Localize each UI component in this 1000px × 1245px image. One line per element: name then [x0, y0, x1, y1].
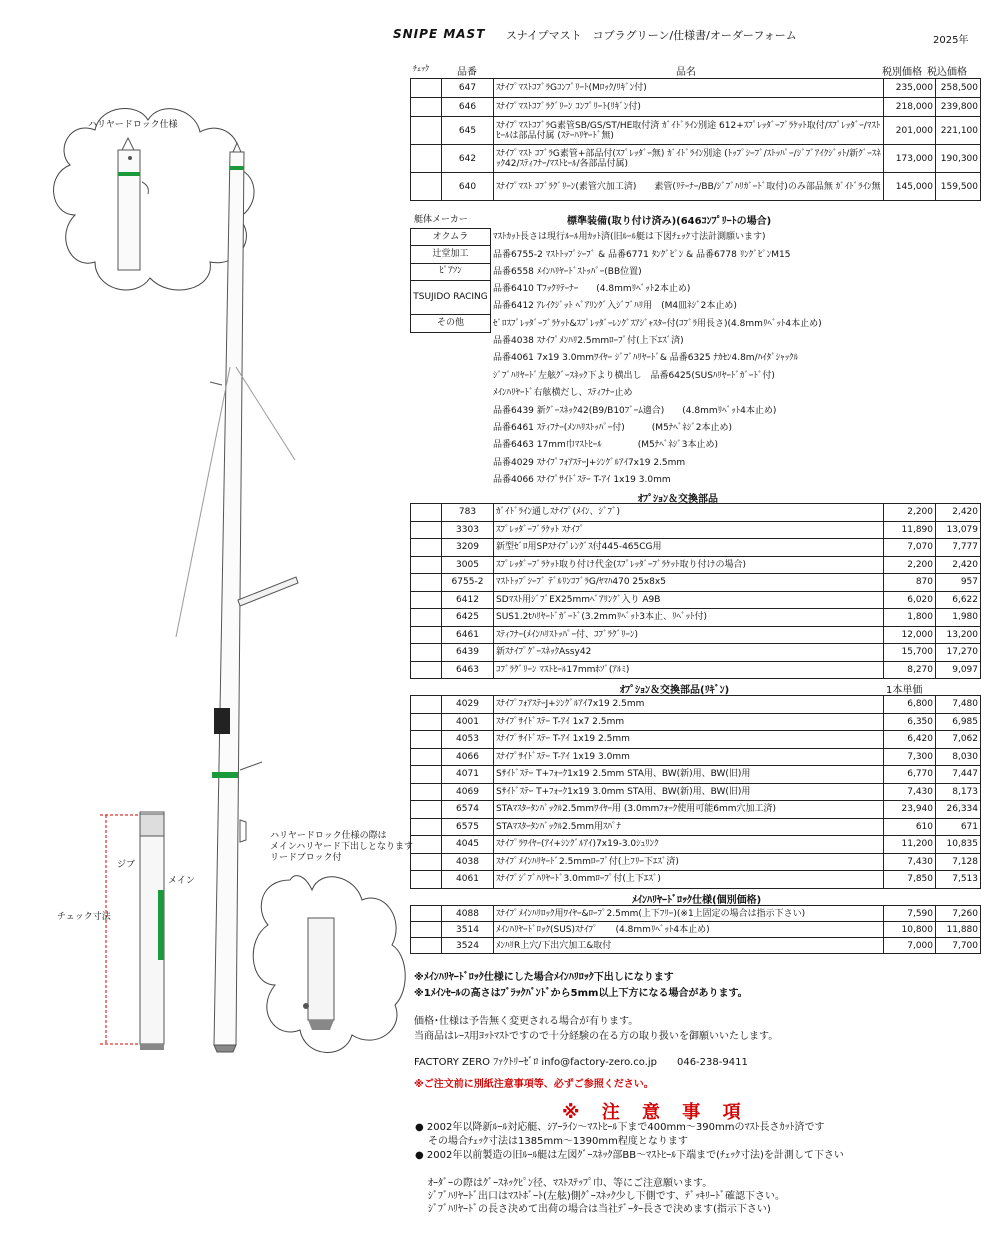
price-ex: 15,700 — [884, 644, 936, 662]
rigging-row — [411, 731, 981, 749]
price-in: 1,980 — [936, 609, 981, 627]
item-name: ｽﾅｲﾌﾟﾏｽﾄｺﾌﾞﾗGｺﾝﾌﾟﾘｰﾄ(Mﾛｯｸ/ﾘｷﾞﾝ付) — [494, 79, 884, 98]
check-box[interactable] — [411, 853, 442, 871]
note-4: 当商品はﾚｰｽ用ﾖｯﾄﾏｽﾄですので十分経験の在る方の取り扱いを御願いいたします。 — [414, 1031, 779, 1042]
price-ex: 7,850 — [884, 871, 936, 889]
check-box[interactable] — [411, 938, 442, 954]
check-box[interactable] — [411, 871, 442, 889]
complete-items-row — [411, 98, 981, 117]
check-box[interactable] — [411, 591, 442, 609]
item-name: ｽﾅｲﾌﾟﾗﾜｲﾔｰ(ｱｲ+ｼﾝｸﾞﾙｱｲ)7x19-3.0ｼｭﾘﾝｸ — [494, 836, 884, 854]
red-note: ※ご注文前に別紙注意事項等、必ずご参照ください。 — [414, 1079, 654, 1090]
price-in: 7,513 — [936, 871, 981, 889]
page-year: 2025年 — [933, 35, 969, 46]
price-ex: 2,200 — [884, 556, 936, 574]
check-box[interactable] — [411, 783, 442, 801]
lock-row — [411, 922, 981, 938]
col-price-ex: 税別価格 — [882, 67, 922, 78]
price-in: 2,420 — [936, 504, 981, 522]
maker-pearson-text: 品番6558 ﾒｲﾝﾊﾘﾔｰﾄﾞｽﾄｯﾊﾟｰ(BB位置) — [493, 267, 642, 277]
company-info: FACTORY ZERO ﾌｧｸﾄﾘｰｾﾞﾛ info@factory-zero.co.jp 046-238-9411 — [414, 1057, 748, 1068]
item-name: ｽﾅｲﾌﾟﾒｲﾝﾊﾘﾛｯｸ用ﾜｲﾔｰ&ﾛｰﾌﾟ2.5mm(上下ﾌﾘｰ)(※1上固定の場合は指示下さい) — [494, 906, 884, 922]
maker-okumura: オクムラ — [411, 229, 491, 246]
maker-okumura-text: ﾏｽﾄｶｯﾄ長さは現行ﾙｰﾙ用ｶｯﾄ済(旧ﾙｰﾙ艇は下図ﾁｪｯｸ寸法計測願います) — [493, 232, 766, 242]
check-box[interactable] — [411, 818, 442, 836]
check-box[interactable] — [411, 748, 442, 766]
price-in: 239,800 — [936, 98, 981, 117]
price-in: 258,500 — [936, 79, 981, 98]
price-ex: 2,200 — [884, 504, 936, 522]
options-row — [411, 521, 981, 539]
item-name: ｺﾌﾞﾗｸﾞﾘｰﾝ ﾏｽﾄﾋｰﾙ17mmﾎｿﾞ(ｱﾙﾐ) — [494, 661, 884, 679]
options-row — [411, 556, 981, 574]
lock-table — [410, 905, 981, 954]
col-price-in: 税込価格 — [927, 67, 967, 78]
maker-other-text: ｾﾞﾛｽﾌﾟﾚｯﾀﾞｰﾌﾞﾗｹｯﾄ&ｽﾌﾟﾚｯﾀﾞｰﾚﾝｸﾞｽｱｼﾞｬｽﾀｰ付(ｺﾌﾞﾗ用長さ)(4.8mmﾘﾍﾞｯﾄ4本止め) — [493, 319, 822, 329]
page-subtitle: スナイプマスト コブラグリーン/仕様書/オーダーフォーム — [506, 29, 797, 42]
complete-items-row — [411, 117, 981, 145]
rigging-unit: 1本単価 — [886, 685, 923, 696]
label-lock-spec: ハリヤードロック仕様 — [88, 120, 178, 130]
check-box[interactable] — [411, 79, 442, 98]
price-ex: 10,800 — [884, 922, 936, 938]
standard-item: ﾒｲﾝﾊﾘﾔｰﾄﾞ右舷横だし、ｽﾃｨﾌﾅｰ止め — [493, 388, 633, 399]
price-in: 221,100 — [936, 117, 981, 145]
item-code: 6755-2 — [442, 574, 494, 592]
item-name: ｽﾅｲﾌﾟﾏｽﾄ ｺﾌﾞﾗG素管+部品付(ｽﾌﾟﾚｯﾀﾞｰ無) ｶﾞｲﾄﾞﾗｲﾝ別途 (ﾄｯﾌﾟｼｰﾌﾞ/ｽﾄｯﾊﾟｰ/ｼﾞﾌﾞｱｲｸｼﾞｯﾄ/新ｸﾞｰｽﾈｯｸ42/ｽﾃｨﾌﾅｰ/ﾏｽﾄﾋｰﾙ/各部品付属) — [494, 145, 884, 173]
price-in: 2,420 — [936, 556, 981, 574]
options-row — [411, 574, 981, 592]
item-name: SUS1.2tﾊﾘﾔｰﾄﾞｶﾞｰﾄﾞ(3.2mmﾘﾍﾞｯﾄ3本止、ﾘﾍﾞｯﾄ付) — [494, 609, 884, 627]
item-name: 新ｽﾅｲﾌﾟｸﾞｰｽﾈｯｸAssy42 — [494, 644, 884, 662]
warning-line-1: ｵｰﾀﾞｰの際はｸﾞｰｽﾈｯｸﾋﾟﾝ径、ﾏｽﾄｽﾃｯﾌﾟ巾、等にご注意願います。 — [428, 1178, 713, 1189]
price-ex: 7,070 — [884, 539, 936, 557]
item-code: 3005 — [442, 556, 494, 574]
mast-top-detail — [118, 150, 140, 270]
price-ex: 6,420 — [884, 731, 936, 749]
rigging-row — [411, 853, 981, 871]
lock-row — [411, 906, 981, 922]
rigging-row — [411, 766, 981, 784]
maker-tsujido-text: 品番6755-2 ﾏｽﾄﾄｯﾌﾟｼｰﾌﾞ & 品番6771 ﾀﾝｸﾞﾋﾟﾝ & 品番6778 ﾘﾝｸﾞﾋﾟﾝM15 — [493, 250, 791, 260]
standard-item: 品番4038 ｽﾅｲﾌﾟﾒﾝﾊﾘ2.5mmﾛｰﾌﾟ付(上下ｴｽﾞ済) — [493, 336, 684, 346]
item-code: 6461 — [442, 626, 494, 644]
price-ex: 6,770 — [884, 766, 936, 784]
complete-items-row — [411, 145, 981, 173]
item-code: 4066 — [442, 748, 494, 766]
price-in: 7,260 — [936, 906, 981, 922]
item-code: 646 — [442, 98, 494, 117]
item-code: 4088 — [442, 906, 494, 922]
price-in: 8,173 — [936, 783, 981, 801]
item-code: 3514 — [442, 922, 494, 938]
check-box[interactable] — [411, 539, 442, 557]
item-code: 4061 — [442, 871, 494, 889]
page-title: SNIPE MAST — [393, 27, 486, 41]
item-name: ﾒﾝﾊﾘR上穴/下出穴加工&取付 — [494, 938, 884, 954]
item-name: ｽﾅｲﾌﾟﾏｽﾄｺﾌﾞﾗｸﾞﾘｰﾝ ｺﾝﾌﾟﾘｰﾄ(ﾘｷﾞﾝ付) — [494, 98, 884, 117]
item-code: 6425 — [442, 609, 494, 627]
price-in: 9,097 — [936, 661, 981, 679]
price-ex: 7,300 — [884, 748, 936, 766]
price-in: 7,777 — [936, 539, 981, 557]
options-row — [411, 609, 981, 627]
standard-item: 品番6463 17mm巾ﾏｽﾄﾋｰﾙ (M5ﾅﾍﾞﾈｼﾞ3本止め) — [493, 440, 718, 451]
price-in: 671 — [936, 818, 981, 836]
check-box[interactable] — [411, 922, 442, 938]
price-in: 190,300 — [936, 145, 981, 173]
price-ex: 8,270 — [884, 661, 936, 679]
options-row — [411, 504, 981, 522]
note-2: ※1ﾒｲﾝｾｰﾙの高さはﾌﾞﾗｯｸﾊﾞﾝﾄﾞから5mm以上下方になる場合があります。 — [414, 988, 748, 999]
maker-racing-text: 品番6410 Tﾌｯｸﾘﾃｰﾅｰ (4.8mmﾘﾍﾞｯﾄ2本止め) — [493, 284, 691, 294]
warning-line-3: ｼﾞﾌﾞﾊﾘﾔｰﾄﾞの長さ決めて出荷の場合は当社ﾃﾞｰﾀｰ長さで決めます(指示下さい) — [428, 1204, 771, 1215]
note-3: 価格･仕様は予告無く変更される場合が有ります。 — [414, 1016, 639, 1027]
price-in: 26,334 — [936, 801, 981, 819]
rigging-row — [411, 713, 981, 731]
rigging-table — [410, 695, 981, 889]
item-code: 645 — [442, 117, 494, 145]
complete-items-table — [410, 78, 981, 201]
check-box[interactable] — [411, 145, 442, 173]
rigging-row — [411, 748, 981, 766]
col-code: 品番 — [457, 67, 477, 78]
item-name: Sｻｲﾄﾞｽﾃｰ T+ﾌｫｰｸ1x19 2.5mm STA用、BW(新)用、BW(旧)用 — [494, 766, 884, 784]
spreader-arm — [238, 577, 298, 606]
maker-racing-text2: 品番6412 ｱﾚｲｸｼﾞｯﾄ ﾍﾞｱﾘﾝｸﾞ入ｼﾞﾌﾞﾊﾘ用 (M4皿ﾈｼﾞ2本止め) — [493, 301, 737, 311]
price-ex: 870 — [884, 574, 936, 592]
col-check: ﾁｪｯｸ — [413, 64, 429, 73]
rigging-row — [411, 871, 981, 889]
price-in: 13,079 — [936, 521, 981, 539]
price-ex: 11,200 — [884, 836, 936, 854]
price-in: 13,200 — [936, 626, 981, 644]
rigging-row — [411, 696, 981, 714]
item-code: 6575 — [442, 818, 494, 836]
standard-item: 品番6461 ｽﾃｨﾌﾅｰ(ﾒﾝﾊﾘｽﾄｯﾊﾟｰ付) (M5ﾅﾍﾞﾈｼﾞ2本止め) — [493, 423, 733, 433]
item-code: 642 — [442, 145, 494, 173]
price-ex: 6,020 — [884, 591, 936, 609]
item-name: ｽﾌﾟﾚｯﾀﾞｰﾌﾞﾗｹｯﾄ取り付け代金(ｽﾌﾟﾚｯﾀﾞｰﾌﾞﾗｹｯﾄ取り付けの場合) — [494, 556, 884, 574]
maker-other: その他 — [411, 315, 491, 332]
price-in: 10,835 — [936, 836, 981, 854]
check-box[interactable] — [411, 801, 442, 819]
check-box[interactable] — [411, 521, 442, 539]
item-name: ｽﾅｲﾌﾟｻｲﾄﾞｽﾃｰ T-ｱｲ 1x7 2.5mm — [494, 713, 884, 731]
price-in: 8,030 — [936, 748, 981, 766]
item-name: ｽﾌﾟﾚｯﾀﾞｰﾌﾞﾗｹｯﾄ ｽﾅｲﾌﾟ — [494, 521, 884, 539]
item-name: ｽﾅｲﾌﾟﾏｽﾄｺﾌﾞﾗG素管SB/GS/ST/HE取付済 ｶﾞｲﾄﾞﾗｲﾝ別途 612+ｽﾌﾟﾚｯﾀﾞｰﾌﾞﾗｹｯﾄ取付/ｽﾌﾟﾚｯﾀﾞｰ/ﾏｽﾄﾋｰﾙは部品付属 (ｽﾃｰﾊﾘﾔｰﾄﾞ無) — [494, 117, 884, 145]
item-name: ｶﾞｲﾄﾞﾗｲﾝ通しｽﾅｲﾌﾟ(ﾒｲﾝ、ｼﾞﾌﾞ) — [494, 504, 884, 522]
label-lock-note3: リードブロック付 — [270, 853, 342, 863]
options-table — [410, 503, 981, 679]
price-in: 6,622 — [936, 591, 981, 609]
price-in: 7,700 — [936, 938, 981, 954]
item-code: 4001 — [442, 713, 494, 731]
maker-label: 艇体メーカー — [414, 215, 468, 225]
item-code: 4071 — [442, 766, 494, 784]
price-ex: 610 — [884, 818, 936, 836]
lock-title: ﾒｲﾝﾊﾘﾔｰﾄﾞﾛｯｸ仕様(個別価格) — [632, 895, 762, 906]
standard-item: ｼﾞﾌﾞﾊﾘﾔｰﾄﾞ左舷ｸﾞｰｽﾈｯｸ下より横出し 品番6425(SUSﾊﾘﾔｰﾄﾞｶﾞｰﾄﾞ付) — [493, 370, 775, 381]
price-ex: 7,430 — [884, 853, 936, 871]
check-box[interactable] — [411, 836, 442, 854]
check-box[interactable] — [411, 556, 442, 574]
note-1: ※ﾒｲﾝﾊﾘﾔｰﾄﾞﾛｯｸ仕様にした場合ﾒｲﾝﾊﾘﾛｯｸ下出しになります — [414, 972, 674, 983]
item-name: ｽﾅｲﾌﾟﾏｽﾄ ｺﾌﾞﾗｸﾞﾘｰﾝ(素管穴加工済) 素管(ﾘﾃｰﾅｰ/BB/ｼﾞﾌﾞﾊﾘｶﾞｰﾄﾞ取付)のみ部品無 ｶﾞｲﾄﾞﾗｲﾝ無 — [494, 173, 884, 201]
item-code: 4053 — [442, 731, 494, 749]
check-box[interactable] — [411, 766, 442, 784]
price-ex: 201,000 — [884, 117, 936, 145]
item-name: ｽﾅｲﾌﾟｼﾞﾌﾞﾊﾘﾔｰﾄﾞ3.0mmﾛｰﾌﾟ付(上下ｴｽﾞ) — [494, 871, 884, 889]
check-box[interactable] — [411, 661, 442, 679]
price-ex: 6,350 — [884, 713, 936, 731]
standard-item: 品番6439 新ｸﾞｰｽﾈｯｸ42(B9/B10ﾌﾞｰﾑ適合) (4.8mmﾘﾍﾞｯﾄ4本止め) — [493, 405, 777, 416]
rigging-row — [411, 836, 981, 854]
check-box[interactable] — [411, 609, 442, 627]
item-name: SDﾏｽﾄ用ｼﾞﾌﾞEX25mmﾍﾞｱﾘﾝｸﾞ入り A9B — [494, 591, 884, 609]
maker-pearson: ﾋﾟｱｿﾝ — [411, 263, 491, 280]
item-name: ｽﾃｨﾌﾅｰ(ﾒｲﾝﾊﾘｽﾄｯﾊﾟｰ付、ｺﾌﾞﾗｸﾞﾘｰﾝ) — [494, 626, 884, 644]
complete-items-row — [411, 79, 981, 98]
standard-item: 品番4061 7x19 3.0mmﾜｲﾔｰ ｼﾞﾌﾞﾊﾘﾔｰﾄﾞ& 品番6325 ﾅｶｾﾝ4.8m/ﾊｲﾀﾞｼｬｯｸﾙ — [493, 353, 799, 364]
item-code: 4045 — [442, 836, 494, 854]
options-row — [411, 626, 981, 644]
item-name: ｽﾅｲﾌﾟﾌｫｱｽﾃｰJ+ｼﾝｸﾞﾙｱｲ7x19 2.5mm — [494, 696, 884, 714]
price-in: 6,985 — [936, 713, 981, 731]
price-in: 7,128 — [936, 853, 981, 871]
item-code: 3524 — [442, 938, 494, 954]
item-code: 6412 — [442, 591, 494, 609]
maker-tsujido-racing: TSUJIDO RACING — [411, 281, 491, 315]
col-name: 品名 — [676, 67, 696, 78]
warning-title: ※ 注 意 事 項 — [562, 1102, 749, 1123]
price-in: 7,062 — [936, 731, 981, 749]
warning-bullet-2: ● 2002年以前製造の旧ﾙｰﾙ艇は左図ｸﾞｰｽﾈｯｸ部BB～ﾏｽﾄﾋｰﾙ下端まで(ﾁｪｯｸ寸法)を計測して下さい — [415, 1150, 844, 1161]
item-name: ｽﾅｲﾌﾟﾒｲﾝﾊﾘﾔｰﾄﾞ2.5mmﾛｰﾌﾟ付(上ﾌﾘｰ下ｴｽﾞ済) — [494, 853, 884, 871]
mast-body — [214, 152, 244, 1045]
label-lock-note1: ハリヤードロック仕様の際は — [270, 831, 387, 841]
item-code: 4038 — [442, 853, 494, 871]
maker-tsujido: 辻堂加工 — [411, 246, 491, 263]
item-name: ｽﾅｲﾌﾟｻｲﾄﾞｽﾃｰ T-ｱｲ 1x19 3.0mm — [494, 748, 884, 766]
check-box[interactable] — [411, 574, 442, 592]
price-in: 7,480 — [936, 696, 981, 714]
standard-title: 標準装備(取り付け済み)(646ｺﾝﾌﾟﾘｰﾄの場合) — [567, 216, 772, 227]
item-name: ｽﾅｲﾌﾟｻｲﾄﾞｽﾃｰ T-ｱｲ 1x19 2.5mm — [494, 731, 884, 749]
price-ex: 7,430 — [884, 783, 936, 801]
price-in: 7,447 — [936, 766, 981, 784]
check-box[interactable] — [411, 504, 442, 522]
item-code: 640 — [442, 173, 494, 201]
price-in: 957 — [936, 574, 981, 592]
price-ex: 145,000 — [884, 173, 936, 201]
item-code: 4029 — [442, 696, 494, 714]
price-in: 11,880 — [936, 922, 981, 938]
check-box[interactable] — [411, 644, 442, 662]
check-box[interactable] — [411, 696, 442, 714]
price-ex: 218,000 — [884, 98, 936, 117]
rigging-title: ｵﾌﾟｼｮﾝ＆交換部品(ﾘｷﾞﾝ) — [620, 685, 730, 696]
price-ex: 1,800 — [884, 609, 936, 627]
options-row — [411, 539, 981, 557]
rigging-row — [411, 818, 981, 836]
rigging-row — [411, 783, 981, 801]
label-lock-note2: メインハリヤード下出しとなります — [270, 842, 414, 852]
price-in: 159,500 — [936, 173, 981, 201]
price-ex: 235,000 — [884, 79, 936, 98]
price-ex: 6,800 — [884, 696, 936, 714]
label-main: メイン — [168, 876, 195, 886]
item-code: 3209 — [442, 539, 494, 557]
options-row — [411, 591, 981, 609]
item-name: ﾏｽﾄﾄｯﾌﾟｼｰﾌﾞ ﾃﾞﾙﾘﾝｺﾌﾞﾗG/ﾔﾏﾊ470 25x8x5 — [494, 574, 884, 592]
check-box[interactable] — [411, 713, 442, 731]
options-row — [411, 644, 981, 662]
item-name: STAﾏｽﾀｰﾀﾝﾊﾞｯｸﾙ2.5mm用ｽﾊﾟﾅ — [494, 818, 884, 836]
item-name: Sｻｲﾄﾞｽﾃｰ T+ﾌｫｰｸ1x19 3.0mm STA用、BW(新)用、BW(旧)用 — [494, 783, 884, 801]
item-code: 6463 — [442, 661, 494, 679]
standard-item: 品番4066 ｽﾅｲﾌﾟｻｲﾄﾞｽﾃｰ T-ｱｲ 1x19 3.0mm — [493, 475, 671, 486]
price-ex: 7,000 — [884, 938, 936, 954]
price-in: 17,270 — [936, 644, 981, 662]
check-box[interactable] — [411, 117, 442, 145]
price-ex: 23,940 — [884, 801, 936, 819]
warning-line-2: ｼﾞﾌﾞﾊﾘﾔｰﾄﾞ出口はﾏｽﾄﾎﾞｰﾄ(左舷)側ｸﾞｰｽﾈｯｸ少し下側です、ﾃﾞｯｷﾘｰﾄﾞ確認下さい。 — [428, 1191, 786, 1202]
cloud-bubble-top — [54, 109, 254, 290]
warning-bullet-1b: その場合ﾁｪｯｸ寸法は1385mm～1390mm程度となります — [428, 1136, 688, 1147]
rigging-row — [411, 801, 981, 819]
item-code: 4069 — [442, 783, 494, 801]
item-code: 6574 — [442, 801, 494, 819]
label-check-dim: チェック寸法 — [57, 912, 111, 922]
warning-bullet-1: ● 2002年以降新ﾙｰﾙ対応艇、ｼｱｰﾗｲﾝ～ﾏｽﾄﾋｰﾙ下まで400mm～390mmのﾏｽﾄ長さｶｯﾄ済です — [415, 1122, 825, 1133]
price-ex: 7,590 — [884, 906, 936, 922]
check-box[interactable] — [411, 626, 442, 644]
item-code: 647 — [442, 79, 494, 98]
price-ex: 173,000 — [884, 145, 936, 173]
options-row — [411, 661, 981, 679]
check-box[interactable] — [411, 731, 442, 749]
item-code: 783 — [442, 504, 494, 522]
lock-row — [411, 938, 981, 954]
complete-items-row — [411, 173, 981, 201]
item-name: STAﾏｽﾀｰﾀﾝﾊﾞｯｸﾙ2.5mmﾜｲﾔｰ用 (3.0mmﾌｫｰｸ使用可能6mm穴加工済) — [494, 801, 884, 819]
item-code: 3303 — [442, 521, 494, 539]
item-name: 新型ｾﾞﾛ用SPｽﾅｲﾌﾟﾚﾝｸﾞｽ付445-465CG用 — [494, 539, 884, 557]
check-box[interactable] — [411, 98, 442, 117]
item-name: ﾒｲﾝﾊﾘﾔｰﾄﾞﾛｯｸ(SUS)ｽﾅｲﾌﾟ (4.8mmﾘﾍﾞｯﾄ4本止め) — [494, 922, 884, 938]
standard-item: 品番4029 ｽﾅｲﾌﾟﾌｫｱｽﾃｰJ+ｼﾝｸﾞﾙｱｲ7x19 2.5mm — [493, 457, 686, 468]
item-code: 6439 — [442, 644, 494, 662]
check-box[interactable] — [411, 906, 442, 922]
price-ex: 12,000 — [884, 626, 936, 644]
price-ex: 11,890 — [884, 521, 936, 539]
maker-table — [410, 228, 491, 333]
label-jib: ジブ — [117, 860, 136, 870]
options-title: ｵﾌﾟｼｮﾝ＆交換部品 — [638, 494, 718, 505]
mast-drawing — [0, 0, 410, 1245]
check-box[interactable] — [411, 173, 442, 201]
